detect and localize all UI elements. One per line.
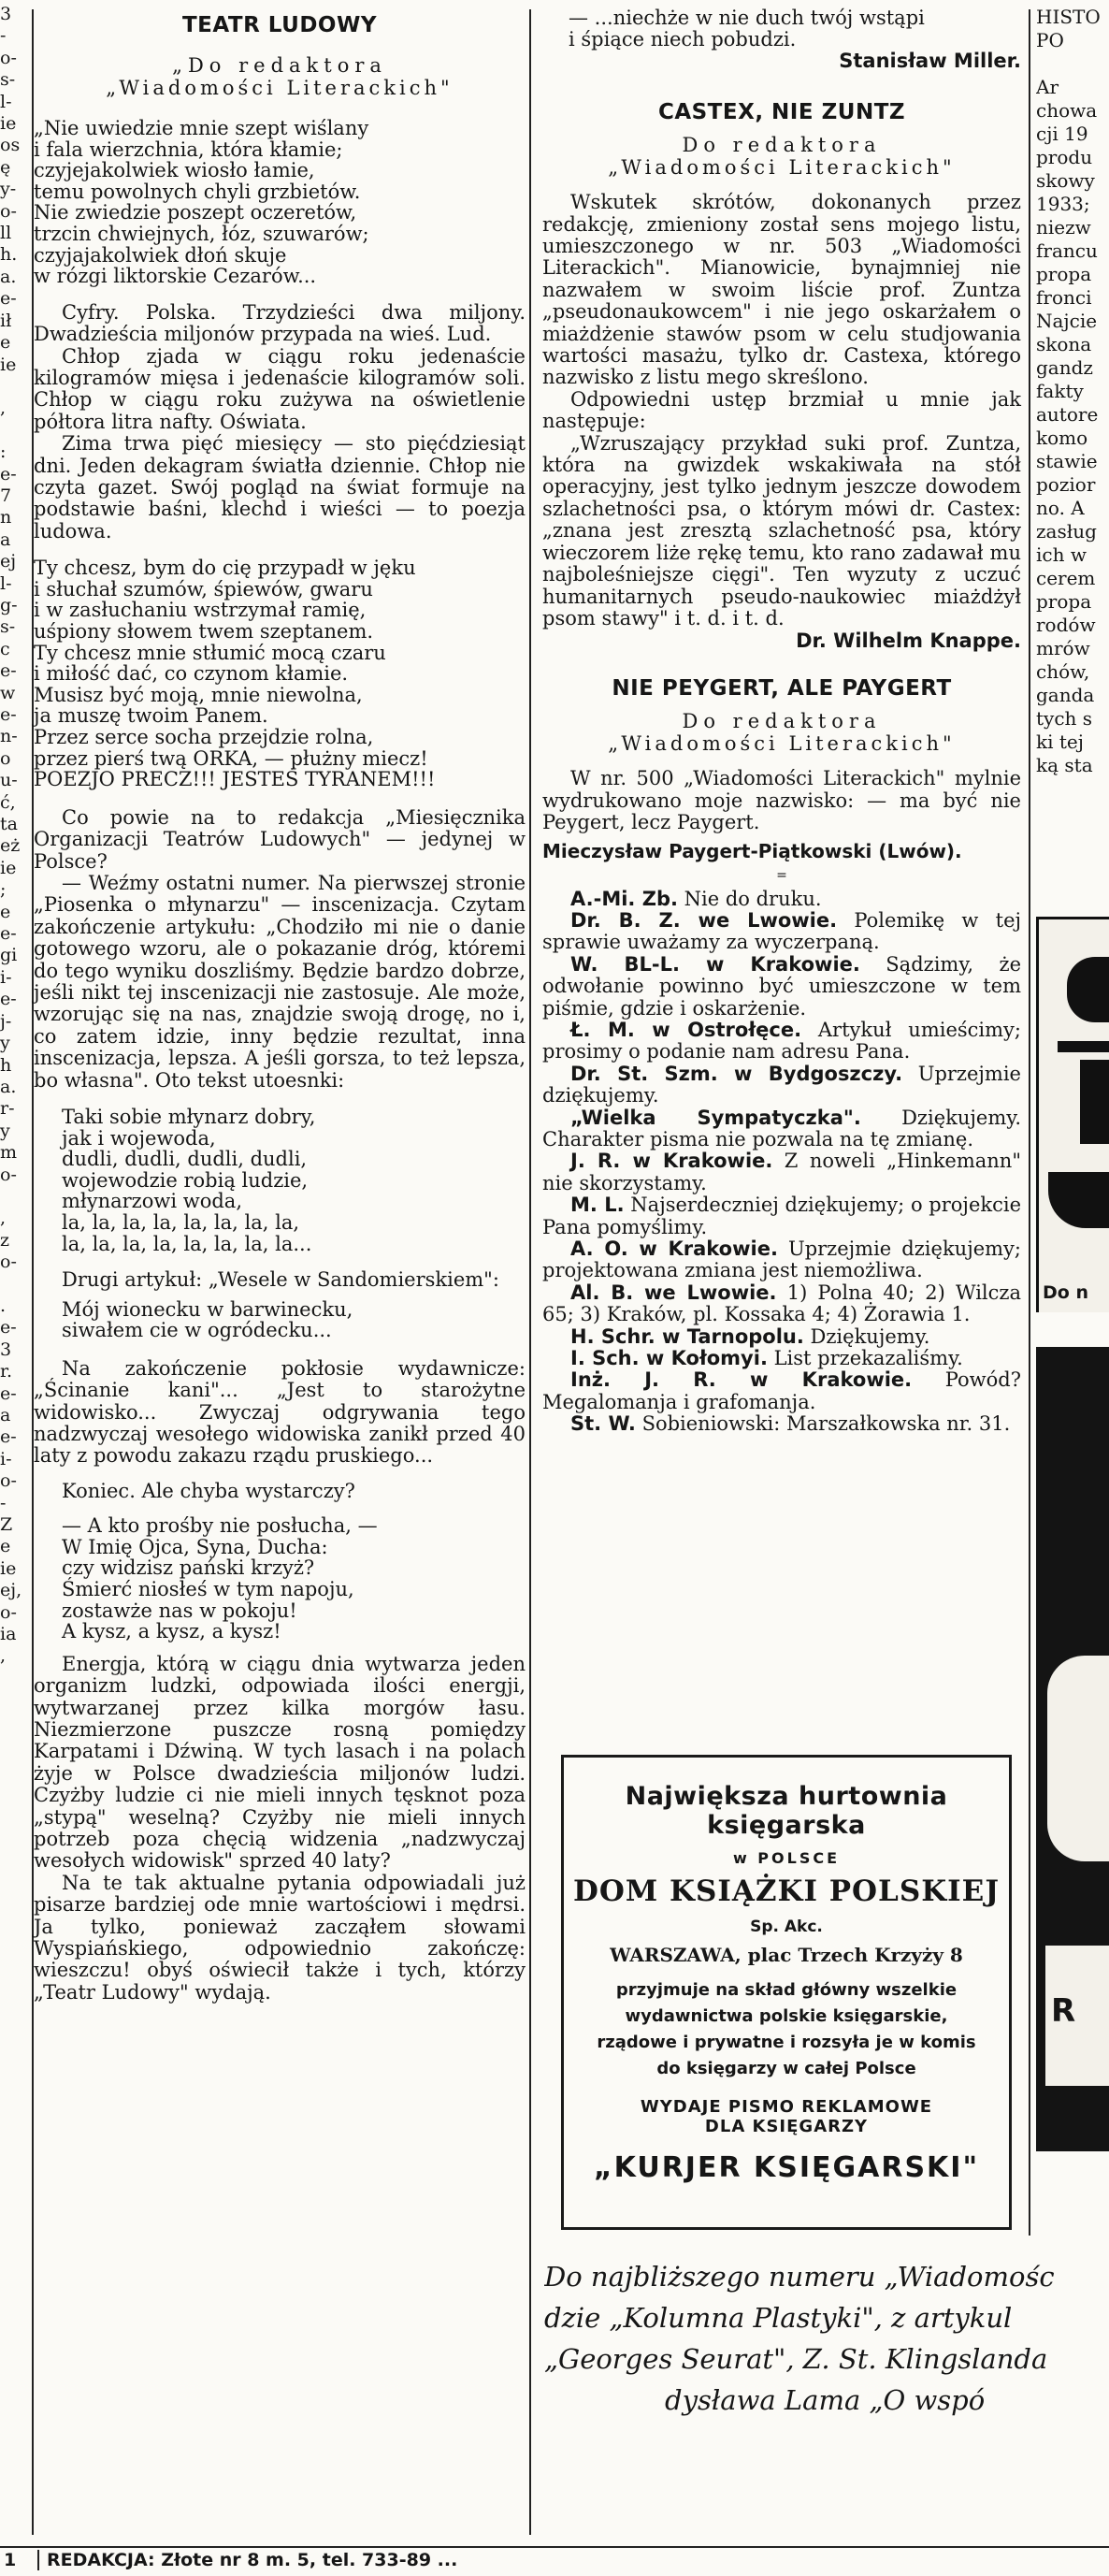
- column-letters: [542, 7, 1021, 1436]
- address-line: Do redaktora: [682, 134, 882, 157]
- address-line: „Wiadomości Literackich": [608, 156, 956, 180]
- ad-headline: Największa hurtownia księgarska: [625, 1782, 948, 1840]
- article-title: NIE PEYGERT, ALE PAYGERT: [612, 676, 952, 702]
- ad-address: WARSZAWA, plac Trzech Krzyży 8: [610, 1944, 963, 1966]
- column-rule: [1029, 9, 1030, 2236]
- ad-subline: w POLSCE: [732, 1849, 841, 1867]
- poem: Ty chcesz, bym do cię przypadł w jęku i słuchał szumów, śpiewów, gwaru i w zasłuchaniu wstrzymał ramię, uśpiony słowem twem szeptanem. Ty chcesz mnie stłumić mocą czaru i miłość dać, co czynom kłamie. Musisz być moją, mnie niewolna, ja muszę twoim Panem. Przez serce socha przejdzie rolna, przez pierś twą ORKA, — płużny miecz! POEZJO PRECZ!!! JESTEŚ TYRANEM!!!: [34, 557, 436, 791]
- reply-item: [542, 1238, 1021, 1282]
- reply-item: [542, 889, 1021, 910]
- reply-addressee: W. BL-L. w Krakowie.: [570, 952, 860, 976]
- address-line: „Wiadomości Literackich": [106, 77, 454, 99]
- paragraph: W nr. 500 „Wiadomości Literackich" mylnie wydrukowano moje nazwisko: — ma być nie Peygert, lecz Paygert.: [542, 767, 1021, 834]
- reply-item: [542, 1107, 1021, 1151]
- reply-item: [542, 1064, 1021, 1107]
- paragraph: Na te tak aktualne pytania odpowiadali już pisarze bardziej ode mnie wartościowi i mędrsi. Ja tylko, ponieważ zacząłem słowami Wyspiańskiego, odpowiednio zakończę: wieszczu! obyś oświecił także i tych, którzy „Teatr Ludowy" wydają.: [34, 1871, 526, 2004]
- reply-text: Dziękujemy. Charakter pisma nie pozwala na tę zmianę.: [542, 1106, 1021, 1151]
- dark-ad-letter-box: [1045, 1946, 1109, 2086]
- reply-addressee: Dr. B. Z. we Lwowie.: [570, 908, 838, 932]
- dark-ad-inner: [1047, 1656, 1109, 1861]
- reply-addressee: St. W.: [570, 1412, 636, 1436]
- reply-text: Powód? Megalomanja i grafomanja.: [542, 1368, 1021, 1413]
- ad-publication-line: DLA KSIĘGARZY: [704, 2117, 869, 2136]
- paragraph: Drugi artykuł: „Wesele w Sandomierskiem":: [62, 1268, 499, 1292]
- address-line: „Do redaktora: [172, 54, 387, 77]
- reply-text: List przekazaliśmy.: [767, 1347, 963, 1370]
- ad-description: przyjmuje na skład główny wszelkie wydawnictwa polskie księgarskie, rządowe i prywatne i rozsyła je w komis do księgarzy w całej Polsce: [597, 1980, 976, 2078]
- reply-addressee: Inż. J. R. w Krakowie.: [570, 1368, 913, 1392]
- poem: „Nie uwiedzie mnie szept wiślany i fala wierzchnia, która kłamie; czyjejakolwiek wiosło łamie, temu powolnych chyli grzbietów. Nie zwiedzie poszept oczeretów, trzcin chwiejnych, łóz, szuwarów; czyjajakolwiek dłoń skuje w rózgi liktorskie Cezarów...: [34, 117, 369, 288]
- paragraph: Co powie na to redakcja „Miesięcznika Organizacji Teatrów Ludowych" — jedynej w Polsce?: [34, 805, 526, 873]
- separator-mark: =: [776, 867, 787, 883]
- reply-item: [542, 1326, 1021, 1348]
- ad-publication-line: WYDAJE PISMO REKLAMOWE: [640, 2097, 933, 2117]
- paragraph: „Wzruszający przykład suki prof. Zuntza, która na gwizdek wskakiwała na stół operacyjny, jest tylko jednym jeszcze dowodem szlachetności psa, o którym mówi dr. Castex: „znana jest zresztą szlachetność psa, który wieczorem liże rękę temu, kto rano zadawał mu najboleśniejsze cięgi". Ten wyzuty z uczuć humanitarnych pseudo-naukowiec miażdżył psom stawy" i t. d. i t. d.: [542, 431, 1021, 630]
- reply-text: Z noweli „Hinkemann" nie skorzystamy.: [542, 1150, 1021, 1194]
- ad-company: DOM KSIĄŻKI POLSKIEJ: [573, 1874, 1000, 1908]
- next-issue-notice: Do najbliższego numeru „Wiadomośc dzie „Kolumna Plastyki", z artykul „Georges Seurat", Z. St. Klingslanda dysława Lama „O wspó: [544, 2261, 1055, 2416]
- reply-item: [542, 1413, 1021, 1435]
- ad-company-type: Sp. Akc.: [750, 1918, 823, 1936]
- reply-text: Najserdeczniej dziękujemy; o projekcie Pana pomyślimy.: [542, 1194, 1021, 1238]
- footer-page-fragment: 1: [4, 2550, 17, 2570]
- reply-text: Dziękujemy.: [803, 1324, 930, 1348]
- column-teatr-ludowy: [34, 13, 526, 2004]
- paragraph: Cyfry. Polska. Trzydzieści dwa miljony. Dwadzieścia miljonów przypada na wieś. Lud.: [34, 300, 526, 346]
- right-column-fragment: [1036, 0, 1109, 2544]
- illustration-shape: [1080, 1060, 1109, 1144]
- right-column-text: HISTO PO Ar chowa cji 19 produ skowy 1933; niezw francu propa fronci Najcie skona gandz fakty autore komo stawie pozior no. A zasług ich w cerem propa rodów mrów chów, ganda tych s ki tej ką sta: [1036, 6, 1101, 776]
- reply-addressee: Al. B. we Lwowie.: [570, 1281, 777, 1304]
- reply-item: [542, 954, 1021, 1020]
- paragraph: Odpowiedni ustęp brzmiał u mnie jak następuje:: [542, 387, 1021, 433]
- quote: — ...niechże w nie duch twój wstąpi i śpiące niech pobudzi.: [569, 7, 925, 51]
- reply-item: [542, 1348, 1021, 1369]
- reply-addressee: H. Schr. w Tarnopolu.: [570, 1324, 804, 1348]
- paragraph: Zima trwa pięć miesięcy — sto pięćdziesiąt dni. Jeden dekagram światła dziennie. Chłop nie czyta gazet. Swój pogląd na świat formuje na podstawie baśni, klechd i wieści — to poezja ludowa.: [34, 432, 526, 543]
- footer-strip: [0, 2546, 1109, 2576]
- reply-item: [542, 910, 1021, 954]
- reply-item: [542, 1194, 1021, 1238]
- reply-text: Polemikę w tej sprawie uważamy za wyczerpaną.: [542, 908, 1022, 954]
- signature: Mieczysław Paygert-Piątkowski (Lwów).: [542, 839, 962, 862]
- article-title: TEATR LUDOWY: [181, 13, 377, 37]
- left-column-fragment: [0, 0, 32, 2544]
- reply-addressee: I. Sch. w Kołomyi.: [570, 1347, 768, 1370]
- paragraph: Energja, którą w ciągu dnia wytwarza jeden organizm ludzki, odpowiada ilości energji, wytwarzanej przez kilka morgów łasu. Niezmierzone puszcze rosną pomiędzy Karpatami i Dźwiną. W tych lasach i na polach żyje w Polsce dwadzieścia miljonów ludzi. Czyżby ludzie ci nie mieli innych tęsknot poza „stypą" weselną? Czyżby nie mieli innych potrzeb poza chęcią widzenia „nadzwyczaj wesołych widowisk" sprzed 40 laty?: [34, 1652, 526, 1873]
- paragraph: — Weźmy ostatni numer. Na pierwszej stronie „Piosenka o młynarzu" — inscenizacja. Czytam zakończenie artykułu: „Chodziło mi nie o danie gotowego wzoru, ale o pokazanie dróg, któremi do tego wyniku doszliśmy. Będzie bardzo dobrze, jeśli nikt tej inscenizacji nie zastosuje. Ale może, wzorując się na nas, znajdzie swoją drogę, no i, co zatem idzie, inny będzie rezultat, inna inscenizacja, lepsza. A jeśli gorsza, to też lepsza, bo własna". Oto tekst utoesnki:: [34, 871, 526, 1092]
- reply-item: [542, 1020, 1021, 1064]
- footer-text: REDAKCJA: Złote nr 8 m. 5, tel. 733-89 ...: [37, 2550, 457, 2570]
- reply-text: Uprzejmie dziękujemy.: [542, 1062, 1021, 1107]
- illustration-shape: [1067, 957, 1109, 1022]
- paragraph: Wskutek skrótów, dokonanych przez redakcję, zmieniony został sens mojego listu, umieszczonego w nr. 503 „Wiadomości Literackich". Mianowicie, bynajmniej nie nazwałem w swoim liście prof. Zuntza „pseudonaukowcem" i nie jego oskarżałem o miażdżenie stawów psom w celu studjowania wartości masażu, tylko dr. Castexa, którego nazwisko z listu mego skreślono.: [542, 191, 1021, 389]
- reply-addressee: M. L.: [570, 1194, 625, 1217]
- reply-item: [542, 1151, 1021, 1194]
- advertisement-box: [561, 1755, 1012, 2230]
- replies-list: [542, 889, 1021, 1436]
- reply-addressee: J. R. w Krakowie.: [570, 1150, 773, 1173]
- reply-text: Sobieniowski: Marszałkowska nr. 31.: [635, 1412, 1011, 1436]
- song: — A kto prośby nie posłucha, — W Imię Ojca, Syna, Ducha: czy widzisz pański krzyż? Śmierć niosłeś w tym napoju, zostawże nas w pokoju! A kysz, a kysz, a kysz!: [62, 1514, 378, 1643]
- reply-text: Nie do druku.: [677, 887, 822, 910]
- paragraph: Na zakończenie pokłosie wydawnicze: „Ścinanie kani"... „Jest to starożytne widowisko... Zwyczaj odgrywania tego nadzwyczaj wesołego widowiska zanikł przed 40 laty z powodu zakazu rządu pruskiego...: [34, 1356, 526, 1468]
- song: Mój wionecku w barwinecku, siwałem cie w ogródecku...: [62, 1297, 353, 1342]
- illustration-fragment: [1036, 917, 1109, 1312]
- address-line: „Wiadomości Literackich": [608, 732, 956, 756]
- illustration-shape: [1058, 1041, 1109, 1052]
- reply-addressee: A. O. w Krakowie.: [570, 1237, 778, 1261]
- signature: Dr. Wilhelm Knappe.: [796, 630, 1021, 653]
- dark-ad-fragment: [1036, 1347, 1109, 2151]
- paragraph: Chłop zjada w ciągu roku jedenaście kilogramów mięsa i jedenaście kilogramów soli. Chłop w ciągu roku zużywa na oświetlenie półtora litra nafty. Oświata.: [34, 344, 526, 433]
- reply-addressee: A.-Mi. Zb.: [570, 887, 678, 910]
- reply-addressee: Ł. M. w Ostrołęce.: [570, 1018, 802, 1041]
- reply-addressee: Dr. St. Szm. w Bydgoszczy.: [570, 1062, 903, 1085]
- article-title: CASTEX, NIE ZUNTZ: [657, 100, 906, 125]
- left-column-text: 3 - o- s- l- ie os ę y- o- ll h. a. e- ił e ie , : e- 7 n a ej l- g- s- c e- w e- n- o u- ć, ta eż ie ; e e- gi i- e- j- y h a. r- y m o- , z o- . e- 3 r. e- a e- i- o- - Z e ie ej, o- ia ,: [0, 4, 22, 1667]
- reply-text: Uprzejmie dziękujemy; projektowana zmiana jest niemożliwa.: [542, 1237, 1021, 1282]
- illustration-caption: Do n: [1043, 1282, 1088, 1303]
- reply-item: [542, 1282, 1021, 1326]
- reply-text: Artykuł umieścimy; prosimy o podanie nam adresu Pana.: [542, 1018, 1021, 1064]
- reply-item: [542, 1369, 1021, 1413]
- song: Taki sobie młynarz dobry, jak i wojewoda, dudli, dudli, dudli, dudli, wojewodzie robią ludzie, młynarzowi woda, la, la, la, la, la, la, la, la, la, la, la, la, la, la, la, la...: [62, 1106, 316, 1255]
- reply-text: Sądzimy, że odwołanie powinno być umieszczone w tem piśmie, gdzie i oskarżenie.: [542, 952, 1021, 1020]
- reply-text: 1) Polna 40; 2) Wilcza 65; 3) Kraków, pl. Kossaka 4; 4) Żorawia 1.: [542, 1281, 1021, 1326]
- signature: Stanisław Miller.: [839, 50, 1021, 73]
- dark-ad-letter: R: [1051, 1992, 1076, 2030]
- illustration-shape: [1048, 1172, 1109, 1228]
- ad-publication-title: „KURJER KSIĘGARSKI": [593, 2151, 980, 2184]
- address-line: Do redaktora: [682, 710, 882, 733]
- column-rule: [529, 9, 531, 2535]
- paragraph: Koniec. Ale chyba wystarczy?: [62, 1479, 355, 1502]
- reply-addressee: „Wielka Sympatyczka".: [570, 1106, 861, 1129]
